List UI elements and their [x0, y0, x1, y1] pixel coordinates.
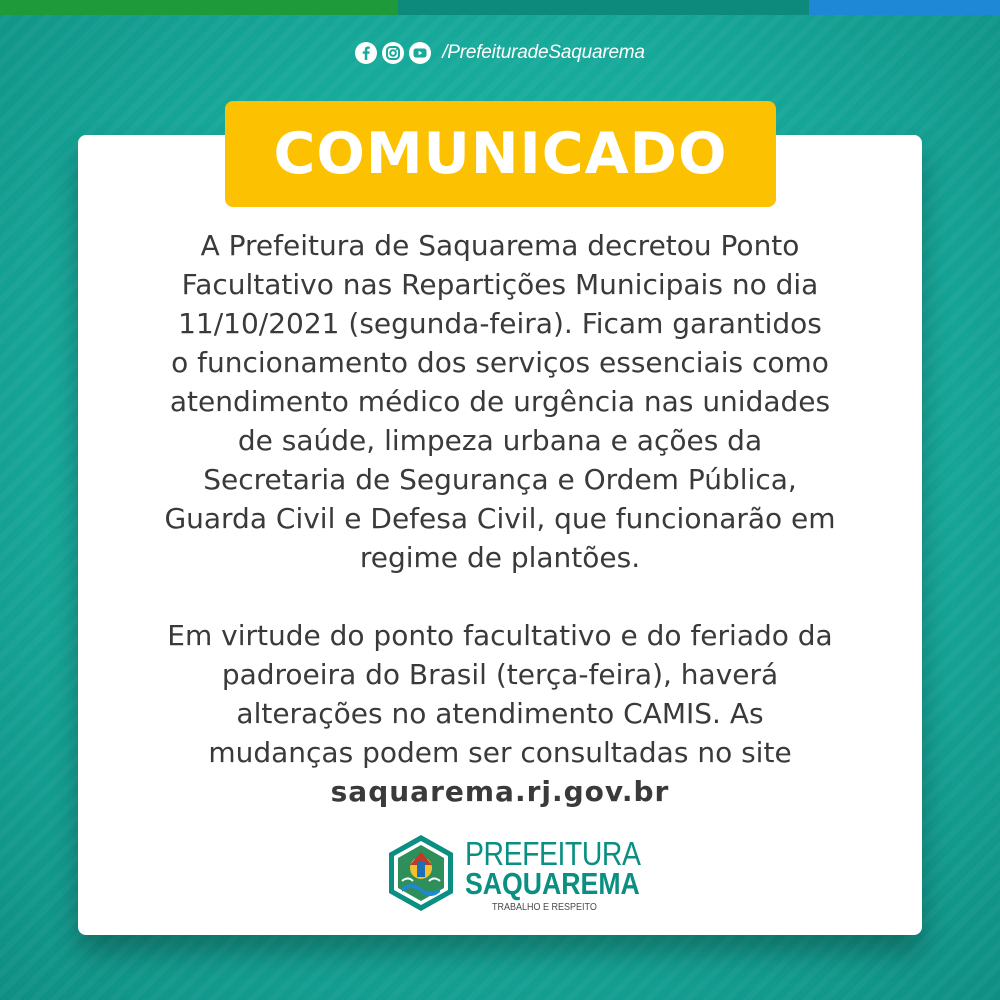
- text-line: o funcionamento dos serviços essenciais como: [171, 346, 829, 379]
- logo-line-2: SAQUAREMA: [465, 866, 640, 901]
- top-bar-teal-segment: [398, 0, 809, 15]
- text-line: padroeira do Brasil (terça-feira), haverá: [221, 658, 779, 691]
- text-line: A Prefeitura de Saquarema decretou Ponto: [200, 229, 800, 262]
- site-link[interactable]: saquarema.rj.gov.br: [330, 775, 670, 808]
- text-line: Secretaria de Segurança e Ordem Pública,: [203, 463, 797, 496]
- banner-title: COMUNICADO: [273, 121, 728, 187]
- prefeitura-logo: [380, 832, 641, 917]
- top-bar-green-segment: [0, 0, 398, 15]
- top-bar-blue-segment: [809, 0, 1000, 15]
- text-line: mudanças podem ser consultadas no site: [208, 736, 792, 769]
- text-line: Em virtude do ponto facultativo e do feriado da: [167, 619, 833, 652]
- text-line: alterações no atendimento CAMIS. As: [236, 697, 764, 730]
- text-line: regime de plantões.: [359, 541, 641, 574]
- logo-tagline: TRABALHO E RESPEITO: [492, 902, 597, 913]
- social-handle[interactable]: /PrefeituradeSaquarema: [442, 42, 645, 63]
- social-links: [0, 42, 1000, 64]
- youtube-icon[interactable]: [409, 42, 431, 64]
- title-banner: [225, 101, 776, 207]
- announcement-paragraph-1: [98, 226, 902, 577]
- announcement-body: [98, 226, 902, 811]
- instagram-icon[interactable]: [382, 42, 404, 64]
- text-line: Facultativo nas Repartições Municipais no dia: [181, 268, 819, 301]
- city-emblem-icon: [380, 832, 462, 914]
- facebook-icon[interactable]: [355, 42, 377, 64]
- announcement-paragraph-2: [98, 616, 902, 811]
- text-line: Guarda Civil e Defesa Civil, que funcionarão em: [164, 502, 836, 535]
- text-line: de saúde, limpeza urbana e ações da: [237, 424, 763, 457]
- text-line: atendimento médico de urgência nas unidades: [169, 385, 831, 418]
- logo-line-1: PREFEITURA: [465, 835, 641, 872]
- text-line: 11/10/2021 (segunda-feira). Ficam garantidos: [178, 307, 822, 340]
- top-color-bar: [0, 0, 1000, 15]
